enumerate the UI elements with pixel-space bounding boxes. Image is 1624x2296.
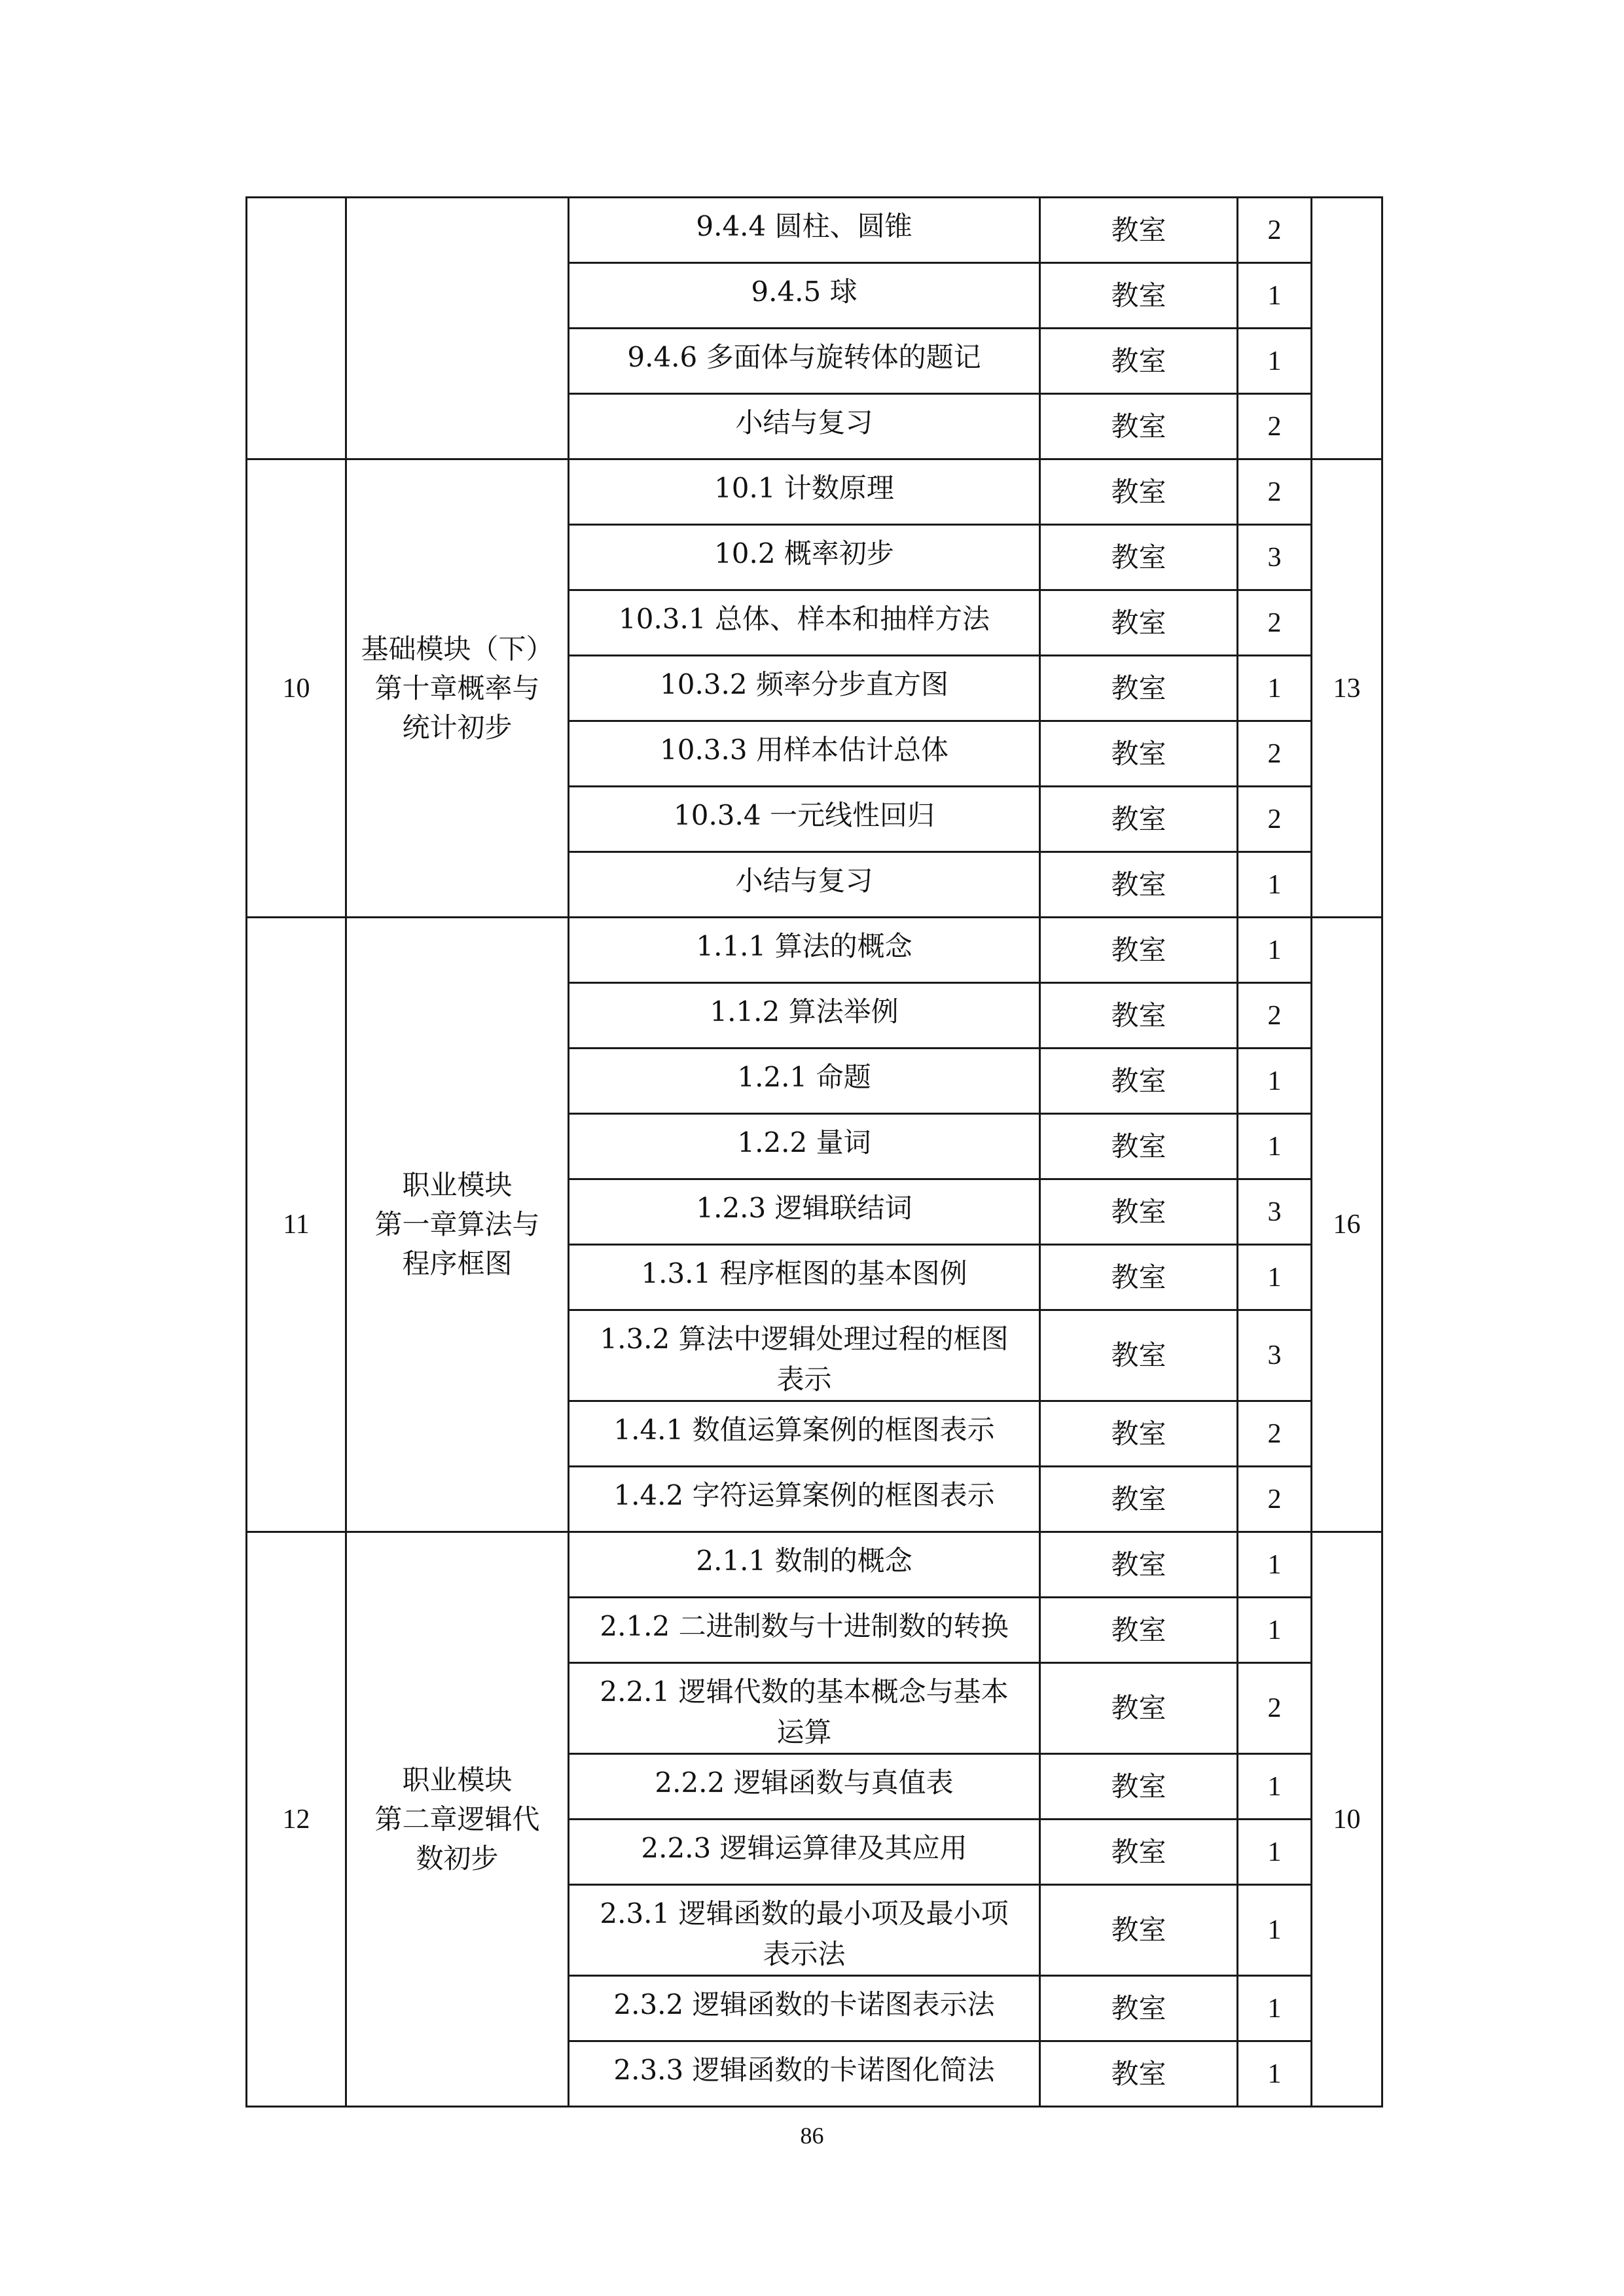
hours-cell: 2 <box>1238 1663 1312 1754</box>
topic-line: 2.2.2 逻辑函数与真值表 <box>655 1767 954 1799</box>
topic-cell <box>569 329 1040 394</box>
hours-cell: 2 <box>1238 459 1312 525</box>
topic-line: 2.1.2 二进制数与十进制数的转换 <box>600 1610 1009 1642</box>
sequence-cell <box>247 918 346 1532</box>
topic-cell <box>569 263 1040 329</box>
table-row <box>247 918 1382 983</box>
place-cell: 教室 <box>1040 1754 1238 1820</box>
place-cell: 教室 <box>1040 852 1238 918</box>
module-cell <box>346 459 569 918</box>
topic-cell <box>569 2041 1040 2107</box>
topic-line: 1.1.2 算法举例 <box>710 996 899 1028</box>
table-row <box>247 1532 1382 1598</box>
topic-line: 10.3.3 用样本估计总体 <box>660 734 948 766</box>
hours-cell: 1 <box>1238 656 1312 721</box>
module-line: 职业模块 <box>402 1763 513 1796</box>
module-line: 第二章逻辑代 <box>374 1803 540 1835</box>
total-hours-cell: 13 <box>1312 459 1382 918</box>
place-cell: 教室 <box>1040 1598 1238 1663</box>
topic-line: 运算 <box>776 1716 832 1748</box>
hours-cell: 1 <box>1238 1245 1312 1310</box>
place-cell: 教室 <box>1040 1820 1238 1885</box>
topic-line: 2.2.1 逻辑代数的基本概念与基本 <box>600 1676 1009 1708</box>
topic-cell <box>569 1976 1040 2041</box>
topic-cell <box>569 1598 1040 1663</box>
topic-cell <box>569 525 1040 590</box>
hours-cell: 2 <box>1238 787 1312 852</box>
place-cell: 教室 <box>1040 263 1238 329</box>
place-cell: 教室 <box>1040 329 1238 394</box>
topic-cell <box>569 1179 1040 1245</box>
module-line: 统计初步 <box>402 711 513 744</box>
topic-cell <box>569 1820 1040 1885</box>
topic-cell <box>569 1049 1040 1114</box>
hours-cell: 2 <box>1238 1467 1312 1532</box>
topic-line: 1.4.1 数值运算案例的框图表示 <box>613 1414 995 1446</box>
place-cell: 教室 <box>1040 656 1238 721</box>
table-row <box>247 459 1382 525</box>
topic-line: 小结与复习 <box>735 406 873 439</box>
hours-cell: 1 <box>1238 1598 1312 1663</box>
hours-cell: 1 <box>1238 1114 1312 1179</box>
schedule-table <box>245 196 1383 2108</box>
topic-line: 小结与复习 <box>735 865 873 897</box>
module-line: 第一章算法与 <box>374 1208 540 1240</box>
hours-cell: 3 <box>1238 525 1312 590</box>
topic-cell <box>569 656 1040 721</box>
topic-line: 10.3.4 一元线性回归 <box>674 799 935 831</box>
topic-line: 1.4.2 字符运算案例的框图表示 <box>613 1479 995 1511</box>
module-cell <box>346 918 569 1532</box>
place-cell: 教室 <box>1040 1401 1238 1467</box>
sequence-cell <box>247 1532 346 2107</box>
topic-cell <box>569 918 1040 983</box>
hours-cell: 3 <box>1238 1179 1312 1245</box>
place-cell: 教室 <box>1040 1467 1238 1532</box>
sequence-number: 12 <box>282 1804 310 1835</box>
total-hours-cell <box>1312 198 1382 459</box>
hours-cell: 1 <box>1238 1976 1312 2041</box>
place-cell: 教室 <box>1040 2041 1238 2107</box>
topic-cell <box>569 983 1040 1049</box>
hours-cell: 2 <box>1238 1401 1312 1467</box>
topic-line: 9.4.6 多面体与旋转体的题记 <box>627 341 981 373</box>
hours-cell: 1 <box>1238 1820 1312 1885</box>
topic-line: 10.1 计数原理 <box>714 472 894 504</box>
topic-cell <box>569 1401 1040 1467</box>
topic-cell <box>569 1885 1040 1976</box>
topic-cell <box>569 590 1040 656</box>
topic-cell <box>569 198 1040 263</box>
page-number: 86 <box>800 2123 824 2149</box>
hours-cell: 1 <box>1238 263 1312 329</box>
hours-cell: 1 <box>1238 1885 1312 1976</box>
place-cell: 教室 <box>1040 394 1238 459</box>
place-cell: 教室 <box>1040 983 1238 1049</box>
hours-cell: 2 <box>1238 721 1312 787</box>
place-cell: 教室 <box>1040 1310 1238 1401</box>
sequence-number: 11 <box>283 1210 310 1240</box>
topic-line: 1.1.1 算法的概念 <box>696 930 912 962</box>
topic-line: 表示 <box>776 1363 832 1395</box>
topic-line: 表示法 <box>763 1938 846 1970</box>
place-cell: 教室 <box>1040 918 1238 983</box>
module-cell <box>346 198 569 459</box>
topic-line: 1.3.2 算法中逻辑处理过程的框图 <box>600 1323 1009 1355</box>
topic-line: 2.3.3 逻辑函数的卡诺图化简法 <box>613 2054 995 2086</box>
hours-cell: 3 <box>1238 1310 1312 1401</box>
topic-cell <box>569 1754 1040 1820</box>
total-hours-cell: 16 <box>1312 918 1382 1532</box>
topic-line: 10.2 概率初步 <box>714 537 894 569</box>
module-line: 基础模块（下） <box>361 632 554 665</box>
topic-cell <box>569 1245 1040 1310</box>
topic-cell <box>569 721 1040 787</box>
place-cell: 教室 <box>1040 1049 1238 1114</box>
module-line: 程序框图 <box>402 1247 513 1280</box>
topic-cell <box>569 459 1040 525</box>
topic-line: 2.3.1 逻辑函数的最小项及最小项 <box>600 1897 1009 1929</box>
place-cell: 教室 <box>1040 198 1238 263</box>
hours-cell: 2 <box>1238 394 1312 459</box>
place-cell: 教室 <box>1040 1114 1238 1179</box>
hours-cell: 1 <box>1238 1049 1312 1114</box>
place-cell: 教室 <box>1040 459 1238 525</box>
hours-cell: 2 <box>1238 590 1312 656</box>
hours-cell: 1 <box>1238 918 1312 983</box>
total-hours-cell: 10 <box>1312 1532 1382 2107</box>
topic-cell <box>569 852 1040 918</box>
topic-line: 1.2.3 逻辑联结词 <box>696 1192 912 1224</box>
topic-line: 10.3.2 频率分步直方图 <box>660 668 948 700</box>
hours-cell: 2 <box>1238 983 1312 1049</box>
hours-cell: 2 <box>1238 198 1312 263</box>
hours-cell: 1 <box>1238 1754 1312 1820</box>
place-cell: 教室 <box>1040 1179 1238 1245</box>
place-cell: 教室 <box>1040 1663 1238 1754</box>
topic-line: 2.2.3 逻辑运算律及其应用 <box>641 1832 967 1864</box>
topic-cell <box>569 1310 1040 1401</box>
hours-cell: 1 <box>1238 2041 1312 2107</box>
module-line: 职业模块 <box>402 1169 513 1201</box>
module-line: 数初步 <box>416 1842 499 1874</box>
topic-cell <box>569 394 1040 459</box>
place-cell: 教室 <box>1040 787 1238 852</box>
hours-cell: 1 <box>1238 1532 1312 1598</box>
sequence-number: 10 <box>282 673 310 704</box>
topic-line: 2.3.2 逻辑函数的卡诺图表示法 <box>613 1988 995 2020</box>
topic-line: 9.4.4 圆柱、圆锥 <box>696 210 912 242</box>
sequence-cell <box>247 198 346 459</box>
place-cell: 教室 <box>1040 1532 1238 1598</box>
place-cell: 教室 <box>1040 1245 1238 1310</box>
topic-cell <box>569 1532 1040 1598</box>
place-cell: 教室 <box>1040 590 1238 656</box>
topic-line: 1.2.2 量词 <box>737 1126 871 1158</box>
hours-cell: 1 <box>1238 329 1312 394</box>
topic-line: 10.3.1 总体、样本和抽样方法 <box>619 603 990 635</box>
topic-line: 1.3.1 程序框图的基本图例 <box>641 1257 967 1289</box>
topic-cell <box>569 1467 1040 1532</box>
topic-cell <box>569 1663 1040 1754</box>
topic-cell <box>569 787 1040 852</box>
sequence-cell <box>247 459 346 918</box>
topic-cell <box>569 1114 1040 1179</box>
topic-line: 9.4.5 球 <box>751 276 857 308</box>
module-line: 第十章概率与 <box>374 672 540 704</box>
place-cell: 教室 <box>1040 525 1238 590</box>
hours-cell: 1 <box>1238 852 1312 918</box>
module-cell <box>346 1532 569 2107</box>
topic-line: 2.1.1 数制的概念 <box>696 1545 912 1577</box>
place-cell: 教室 <box>1040 1976 1238 2041</box>
topic-line: 1.2.1 命题 <box>737 1061 871 1093</box>
place-cell: 教室 <box>1040 1885 1238 1976</box>
table-row <box>247 198 1382 263</box>
place-cell: 教室 <box>1040 721 1238 787</box>
